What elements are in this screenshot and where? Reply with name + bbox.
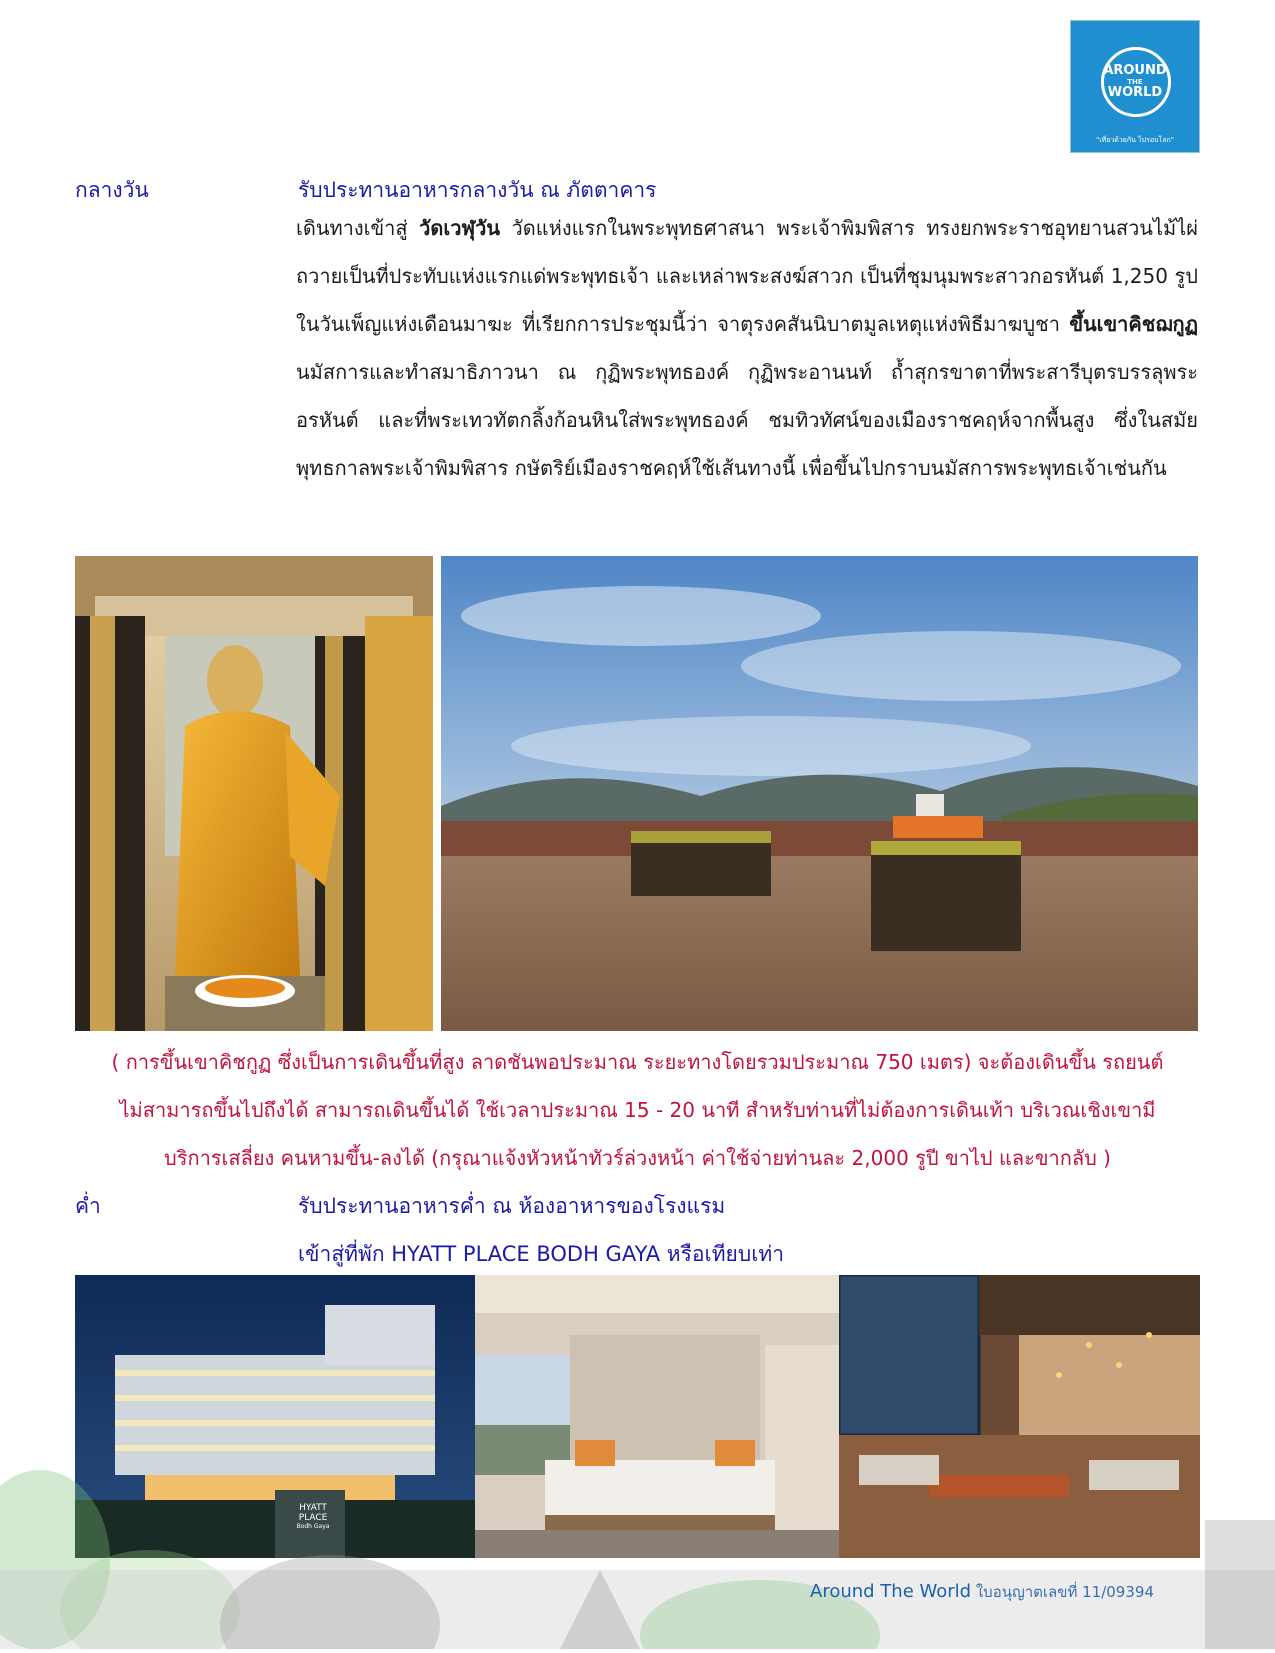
hotel-room-photo [475, 1275, 839, 1558]
desc-highlight-gijjhakuta: ขึ้นเขาคิชฌกูฏ [1069, 312, 1198, 336]
footer-company: Around The World [810, 1581, 972, 1602]
lunch-heading: รับประทานอาหารกลางวัน ณ ภัตตาคาร [298, 178, 657, 202]
desc-highlight-veluvan: วัดเวฬุวัน [419, 216, 501, 240]
logo-text-around: AROUND [1103, 63, 1167, 78]
desc-text-1: เดินทางเข้าสู่ [296, 216, 420, 240]
hotel-exterior-photo [75, 1275, 475, 1558]
gijjhakuta-hill-photo [441, 556, 1198, 1031]
hotel-sign-city: Bodh Gaya [296, 1523, 330, 1530]
desc-text-3: นมัสการและทำสมาธิภาวนา ณ กุฏิพระพุทธองค์ กุฏิพระอานนท์ ถ้ำสุกรขาตาที่พระสารีบุตรบรรลุพระอรหันต์ และที่พระเทวทัตกลิ้งก้อนหินใส่พระพุทธองค์ ชมทิวทัศน์ของเมืองราชคฤห์จากพื้นสูง ซึ่งในสมัยพุทธกาลพระเจ้าพิมพิสาร กษัตริย์เมืองราชคฤห์ใช้เส้นทางนี้ เพื่อขึ้นไปกราบนมัสการพระพุทธเจ้าเช่นกัน [296, 360, 1198, 480]
buddha-statue-photo [75, 556, 433, 1031]
hiking-note [60, 1038, 1215, 1182]
logo-tagline: "เที่ยวด้วยกัน ไปรอบโลก" [1096, 136, 1174, 144]
hiking-note-line-2: ไม่สามารถขึ้นไปถึงได้ สามารถเดินขึ้นได้ ใช้เวลาประมาณ 15 - 20 นาที สำหรับท่านที่ไม่ต้องการเดินเท้า บริเวณเชิงเขามี [119, 1098, 1156, 1122]
footer-license-number: ใบอนุญาตเลขที่ 11/09394 [971, 1583, 1154, 1601]
hotel-sign-brand-2: PLACE [298, 1513, 328, 1523]
company-logo [1070, 20, 1200, 153]
logo-text-the: THE [1127, 78, 1143, 86]
hotel-lobby-photo [839, 1275, 1200, 1558]
hiking-note-line-3: บริการเสลี่ยง คนหามขึ้น-ลงได้ (กรุณาแจ้งหัวหน้าทัวร์ล่วงหน้า ค่าใช้จ่ายท่านละ 2,000 รูปี ขาไป และขากลับ ) [164, 1146, 1111, 1170]
logo-text-world: WORLD [1107, 85, 1163, 100]
lunch-time-label: กลางวัน [75, 178, 149, 202]
dinner-heading: รับประทานอาหารค่ำ ณ ห้องอาหารของโรงแรม [298, 1194, 726, 1218]
hotel-sign [293, 1503, 333, 1530]
hiking-note-line-1: ( การขึ้นเขาคิชกูฏ ซึ่งเป็นการเดินขึ้นที่สูง ลาดชันพอประมาณ ระยะทางโดยรวมประมาณ 750 เมตร) จะต้องเดินขึ้น รถยนต์ [111, 1050, 1164, 1074]
footer-license [810, 1580, 1154, 1604]
dinner-time-label: ค่ำ [75, 1194, 101, 1218]
desc-text-2: วัดแห่งแรกในพระพุทธศาสนา พระเจ้าพิมพิสาร ทรงยกพระราชอุทยานสวนไม้ไผ่ ถวายเป็นที่ประทับแห่งแรกแด่พระพุทธเจ้า และเหล่าพระสงฆ์สาวก เป็นที่ชุมนุมพระสาวกอรหันต์ 1,250 รูป ในวันเพ็ญแห่งเดือนมาฆะ ที่เรียกการประชุมนี้ว่า จาตุรงคสันนิบาตมูลเหตุแห่งพิธีมาฆบูชา [296, 216, 1198, 336]
hotel-line: เข้าสู่ที่พัก HYATT PLACE BODH GAYA หรือเทียบเท่า [298, 1242, 785, 1266]
lunch-description [296, 204, 1198, 492]
hotel-sign-brand-1: HYATT [299, 1503, 327, 1513]
